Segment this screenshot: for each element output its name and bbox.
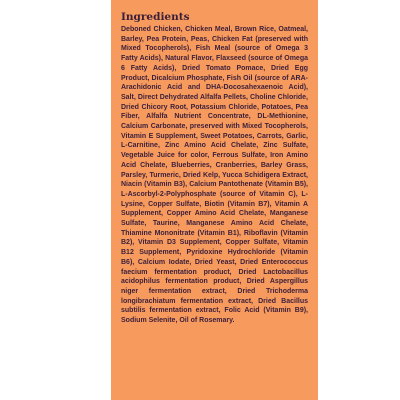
ingredients-panel	[111, 0, 318, 400]
ingredients-list: Deboned Chicken, Chicken Meal, Brown Rice, Oatmeal, Barley, Pea Protein, Peas, Chicken Fat (preserved with Mixed Tocopherols), Fish Meal (source of Omega 3 Fatty Acids), Natural Flavor, Flaxseed (source of Omega 6 Fatty Acids), Dried Tomato Pomace, Dried Egg Product, Dicalcium Phosphate, Fish Oil (source of ARA-Arachidonic Acid and DHA-Docosahexaenoic Acid), Salt, Direct Dehydrated Alfalfa Pellets, Choline Chloride, Dried Chicory Root, Potassium Chloride, Potatoes, Pea Fiber, Alfalfa Nutrient Concentrate, DL-Methionine, Calcium Carbonate, preserved with Mixed Tocopherols, Vitamin E Supplement, Sweet Potatoes, Carrots, Garlic, L-Carnitine, Zinc Amino Acid Chelate, Zinc Sulfate, Vegetable Juice for color, Ferrous Sulfate, Iron Amino Acid Chelate, Blueberries, Cranberries, Barley Grass, Parsley, Turmeric, Dried Kelp, Yucca Schidigera Extract, Niacin (Vitamin B3), Calcium Pantothenate (Vitamin B5), L-Ascorbyl-2-Polyphosphate (source of Vitamin C), L-Lysine, Copper Sulfate, Biotin (Vitamin B7), Vitamin A Supplement, Copper Amino Acid Chelate, Manganese Sulfate, Taurine, Manganese Amino Acid Chelate, Thiamine Mononitrate (Vitamin B1), Riboflavin (Vitamin B2), Vitamin D3 Supplement, Copper Sulfate, Vitamin B12 Supplement, Pyridoxine Hydrochloride (Vitamin B6), Calcium Iodate, Dried Yeast, Dried Enterococcus faecium fermentation product, Dried Lactobacillus acidophilus fermentation product, Dried Aspergillus niger fermentation extract, Dried Trichoderma longibrachiatum fermentation extract, Dried Bacillus subtilis fermentation extract, Folic Acid (Vitamin B9), Sodium Selenite, Oil of Rosemary.	[121, 26, 308, 325]
ingredients-heading: Ingredients	[121, 11, 190, 23]
ingredients-content	[121, 11, 308, 326]
